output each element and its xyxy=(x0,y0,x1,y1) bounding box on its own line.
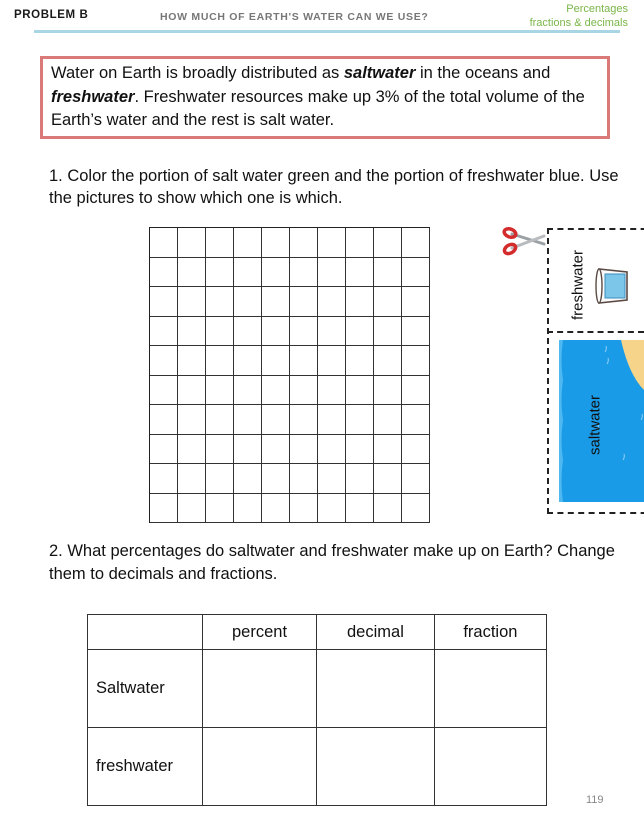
grid-cell[interactable] xyxy=(178,287,206,317)
grid-cell[interactable] xyxy=(206,494,234,524)
scissors-icon xyxy=(502,224,546,258)
grid-cell[interactable] xyxy=(262,228,290,258)
grid-cell[interactable] xyxy=(346,464,374,494)
grid-cell[interactable] xyxy=(402,287,430,317)
grid-cell[interactable] xyxy=(206,464,234,494)
grid-cell[interactable] xyxy=(206,228,234,258)
intro-text-2: in the oceans and xyxy=(415,64,551,82)
row-label-saltwater: Saltwater xyxy=(88,650,203,728)
problem-title: HOW MUCH OF EARTH'S WATER CAN WE USE? xyxy=(160,11,429,23)
answer-table xyxy=(87,614,547,806)
grid-cell[interactable] xyxy=(150,464,178,494)
grid-cell[interactable] xyxy=(178,376,206,406)
grid-cell[interactable] xyxy=(150,258,178,288)
grid-cell[interactable] xyxy=(206,258,234,288)
grid-cell[interactable] xyxy=(402,346,430,376)
question-1: 1. Color the portion of salt water green and the portion of freshwater blue. Use the pictures to show which one is which. xyxy=(49,167,619,207)
grid-cell[interactable] xyxy=(206,287,234,317)
saltwater-fraction-cell[interactable] xyxy=(434,650,546,728)
grid-cell[interactable] xyxy=(178,228,206,258)
grid-cell[interactable] xyxy=(318,346,346,376)
grid-cell[interactable] xyxy=(346,405,374,435)
grid-cell[interactable] xyxy=(402,494,430,524)
water-glass-icon xyxy=(590,264,636,304)
grid-cell[interactable] xyxy=(290,228,318,258)
grid-cell[interactable] xyxy=(262,346,290,376)
grid-cell[interactable] xyxy=(318,317,346,347)
grid-cell[interactable] xyxy=(374,346,402,376)
grid-cell[interactable] xyxy=(262,494,290,524)
topic-label xyxy=(530,2,628,30)
grid-cell[interactable] xyxy=(374,287,402,317)
grid-cell[interactable] xyxy=(402,228,430,258)
grid-cell[interactable] xyxy=(318,464,346,494)
grid-cell[interactable] xyxy=(346,228,374,258)
grid-cell[interactable] xyxy=(318,494,346,524)
grid-cell[interactable] xyxy=(150,317,178,347)
grid-cell[interactable] xyxy=(234,317,262,347)
grid-cell[interactable] xyxy=(206,405,234,435)
grid-cell[interactable] xyxy=(374,228,402,258)
intro-saltwater-emphasis: saltwater xyxy=(343,64,416,82)
header-percent: percent xyxy=(203,615,317,650)
grid-cell[interactable] xyxy=(402,405,430,435)
grid-cell[interactable] xyxy=(346,494,374,524)
grid-cell[interactable] xyxy=(346,317,374,347)
grid-cell[interactable] xyxy=(318,405,346,435)
grid-cell[interactable] xyxy=(318,287,346,317)
topic-line-2: fractions & decimals xyxy=(529,17,628,29)
grid-cell[interactable] xyxy=(150,228,178,258)
grid-cell[interactable] xyxy=(262,435,290,465)
grid-cell[interactable] xyxy=(150,346,178,376)
grid-cell[interactable] xyxy=(374,258,402,288)
grid-cell[interactable] xyxy=(318,435,346,465)
grid-cell[interactable] xyxy=(206,317,234,347)
intro-text-1: Water on Earth is broadly distributed as xyxy=(51,64,344,82)
intro-freshwater-emphasis: freshwater xyxy=(51,87,135,106)
grid-cell[interactable] xyxy=(402,376,430,406)
grid-cell[interactable] xyxy=(178,317,206,347)
grid-cell[interactable] xyxy=(290,317,318,347)
grid-cell[interactable] xyxy=(346,258,374,288)
grid-cell[interactable] xyxy=(234,258,262,288)
grid-cell[interactable] xyxy=(234,435,262,465)
grid-cell[interactable] xyxy=(234,405,262,435)
grid-cell[interactable] xyxy=(290,435,318,465)
grid-cell[interactable] xyxy=(290,494,318,524)
grid-cell[interactable] xyxy=(150,405,178,435)
grid-cell[interactable] xyxy=(262,405,290,435)
grid-cell[interactable] xyxy=(290,376,318,406)
grid-cell[interactable] xyxy=(178,346,206,376)
grid-cell[interactable] xyxy=(374,494,402,524)
intro-text-3: . Freshwater resources make up 3% of the total volume of the Earth’s water and the rest is salt water. xyxy=(51,87,585,129)
grid-cell[interactable] xyxy=(374,435,402,465)
freshwater-decimal-cell[interactable] xyxy=(317,728,435,806)
header-blank xyxy=(88,615,203,650)
grid-cell[interactable] xyxy=(234,494,262,524)
grid-cell[interactable] xyxy=(234,346,262,376)
grid-cell[interactable] xyxy=(178,435,206,465)
intro-box xyxy=(40,56,610,139)
grid-cell[interactable] xyxy=(234,376,262,406)
grid-cell[interactable] xyxy=(374,317,402,347)
table-header-row xyxy=(88,615,547,650)
saltwater-decimal-cell[interactable] xyxy=(317,650,435,728)
grid-cell[interactable] xyxy=(150,435,178,465)
grid-cell[interactable] xyxy=(234,464,262,494)
saltwater-card-label xyxy=(580,370,610,480)
problem-label: PROBLEM B xyxy=(14,9,89,21)
grid-cell[interactable] xyxy=(206,435,234,465)
grid-cell[interactable] xyxy=(402,464,430,494)
grid-cell[interactable] xyxy=(262,258,290,288)
grid-cell[interactable] xyxy=(290,258,318,288)
grid-cell[interactable] xyxy=(234,287,262,317)
freshwater-label-text: freshwater xyxy=(569,249,587,321)
table-row-freshwater xyxy=(88,728,547,806)
grid-cell[interactable] xyxy=(290,287,318,317)
grid-cell[interactable] xyxy=(346,346,374,376)
grid-cell[interactable] xyxy=(178,405,206,435)
header-decimal: decimal xyxy=(317,615,435,650)
page-number: 119 xyxy=(586,794,604,806)
grid-cell[interactable] xyxy=(346,435,374,465)
grid-cell[interactable] xyxy=(374,464,402,494)
header-fraction: fraction xyxy=(434,615,546,650)
topic-line-1: Percentages xyxy=(566,3,628,15)
grid-cell[interactable] xyxy=(262,317,290,347)
freshwater-fraction-cell[interactable] xyxy=(434,728,546,806)
row-label-freshwater: freshwater xyxy=(88,728,203,806)
question-2: 2. What percentages do saltwater and freshwater make up on Earth? Change them to decimals and fractions. xyxy=(49,542,615,583)
grid-cell[interactable] xyxy=(374,376,402,406)
header-rule xyxy=(34,30,620,33)
grid-cell[interactable] xyxy=(402,317,430,347)
saltwater-label-text: saltwater xyxy=(586,394,604,456)
grid-cell[interactable] xyxy=(346,376,374,406)
grid-cell[interactable] xyxy=(150,376,178,406)
saltwater-percent-cell[interactable] xyxy=(203,650,317,728)
grid-cell[interactable] xyxy=(318,258,346,288)
grid-cell[interactable] xyxy=(318,376,346,406)
cutout-divider xyxy=(547,331,644,333)
grid-cell[interactable] xyxy=(290,405,318,435)
grid-cell[interactable] xyxy=(234,228,262,258)
grid-cell[interactable] xyxy=(374,405,402,435)
grid-cell[interactable] xyxy=(178,464,206,494)
grid-cell[interactable] xyxy=(346,287,374,317)
grid-cell[interactable] xyxy=(290,346,318,376)
grid-cell[interactable] xyxy=(262,287,290,317)
grid-cell[interactable] xyxy=(262,464,290,494)
hundred-grid[interactable] xyxy=(149,227,430,523)
grid-cell[interactable] xyxy=(150,287,178,317)
grid-cell[interactable] xyxy=(402,258,430,288)
table-row-saltwater xyxy=(88,650,547,728)
grid-cell[interactable] xyxy=(178,258,206,288)
freshwater-percent-cell[interactable] xyxy=(203,728,317,806)
grid-cell[interactable] xyxy=(318,228,346,258)
grid-cell[interactable] xyxy=(206,376,234,406)
grid-cell[interactable] xyxy=(206,346,234,376)
grid-cell[interactable] xyxy=(262,376,290,406)
grid-cell[interactable] xyxy=(402,435,430,465)
grid-cell[interactable] xyxy=(178,494,206,524)
grid-cell[interactable] xyxy=(290,464,318,494)
grid-cell[interactable] xyxy=(150,494,178,524)
